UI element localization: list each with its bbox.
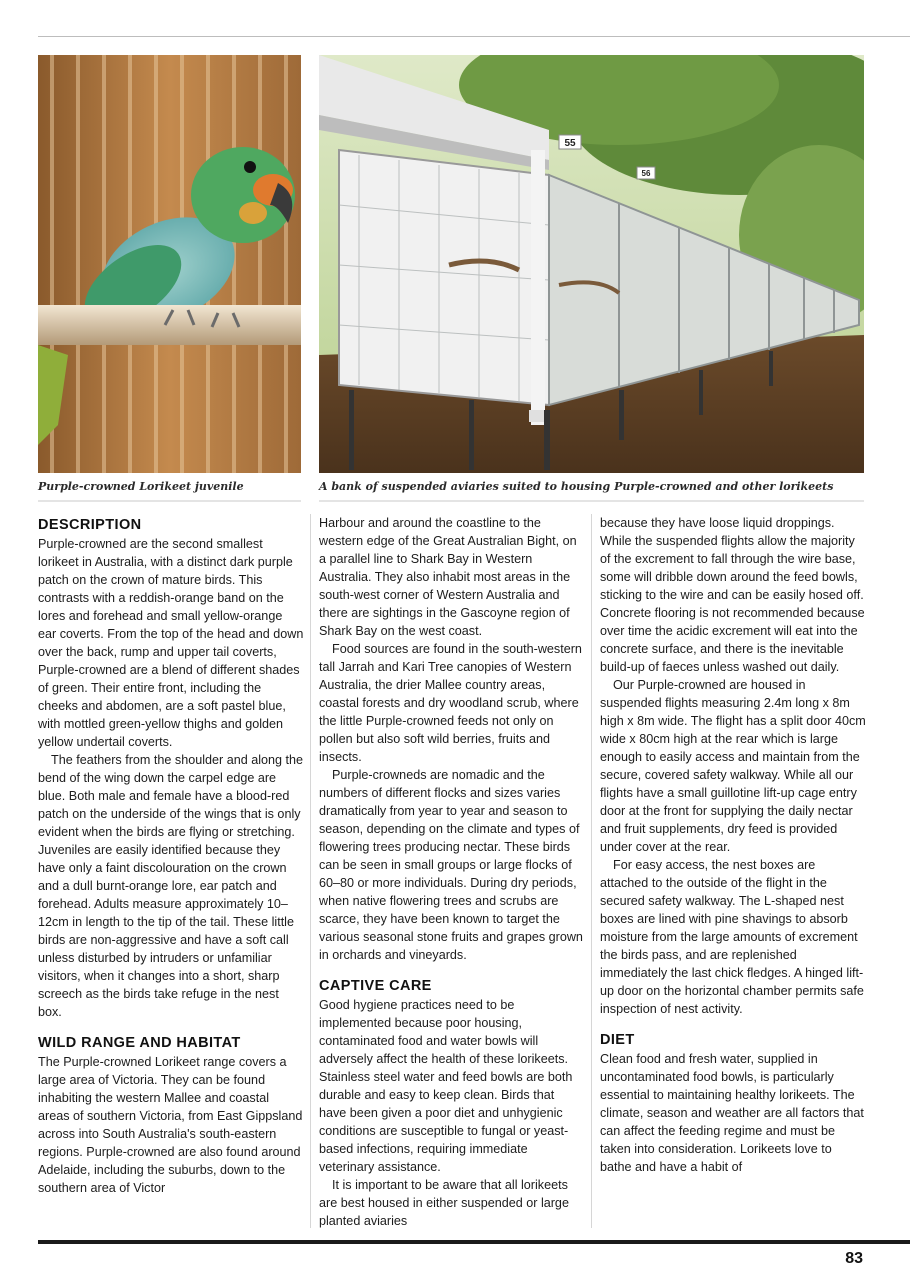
captive-care-paragraph-2-start: It is important to be aware that all lorikeets are best housed in either suspended or large planted aviaries bbox=[319, 1178, 569, 1228]
column-divider-1 bbox=[310, 514, 311, 1228]
bottom-rule bbox=[38, 1240, 910, 1244]
wild-range-paragraph-1-continued: Harbour and around the coastline to the western edge of the Great Australian Bight, on a parallel line to Shark Bay in Western Australia. They also inhabit most areas in the south-west corner of Western Australia and there are sightings in the Gascoyne region of Shark Bay on the west coast. bbox=[319, 516, 577, 638]
heading-description: DESCRIPTION bbox=[38, 517, 142, 533]
heading-diet: DIET bbox=[600, 1032, 635, 1048]
text-column-2 bbox=[319, 514, 585, 1230]
captive-care-paragraph-1: Good hygiene practices need to be implemented because poor housing, contaminated food and water bowls will adversely affect the health of these lorikeets. Stainless steel water and feed bowls are both durable and easy to keep clean. Birds that have been given a poor diet and unhygienic conditions are susceptible to fungal or yeast-based infections, requiring immediate veterinary assistance. bbox=[319, 998, 573, 1174]
aviary-photo bbox=[319, 55, 864, 473]
wild-range-paragraph-3: Purple-crowneds are nomadic and the numbers of different flocks and sizes varies dramatically from year to year and season to season, depending on the climate and types of flowering trees producing nectar. These birds can be seen in small groups or large flocks of 60–80 or more individuals. During dry periods, when native flowering trees and scrubs are scarce, they have been known to target the various seasonal stone fruits and grapes grown in orchards and vineyards. bbox=[319, 768, 583, 962]
text-column-1 bbox=[38, 514, 304, 1197]
heading-captive-care: CAPTIVE CARE bbox=[319, 978, 432, 994]
caption-rule-bird bbox=[38, 500, 301, 502]
wild-range-paragraph-2: Food sources are found in the south-western tall Jarrah and Kari Tree canopies of Western Australia, the drier Mallee country areas, coastal forests and dry woodland scrub, where the little Purple-crowned feeds not only on pollen but also soft wild berries, fruits and insects. bbox=[319, 642, 582, 764]
heading-wild-range: WILD RANGE AND HABITAT bbox=[38, 1035, 241, 1051]
captive-care-paragraph-3: Our Purple-crowned are housed in suspended flights measuring 2.4m long x 8m high x 8m wide. The flight has a split door 40cm wide x 80cm high at the rear which is large enough to easily access and maintain from the secure, covered safety walkway. While all our flights have a small guillotine lift-up cage entry door at the front for supplying the daily nectar and fruit supplements, dry feed is provided under cover at the rear. bbox=[600, 678, 866, 854]
caption-rule-aviary bbox=[319, 500, 864, 502]
diet-paragraph-1: Clean food and fresh water, supplied in uncontaminated food bowls, is particularly essential to maintaining healthy lorikeets. The climate, season and weather are all factors that can affect the feeding regime and must be taken into consideration. Lorikeets love to bathe and have a habit of bbox=[600, 1052, 864, 1174]
caption-bird-photo: Purple-crowned Lorikeet juvenile bbox=[38, 480, 244, 493]
column-divider-2 bbox=[591, 514, 592, 1228]
description-paragraph-1: Purple-crowned are the second smallest lorikeet in Australia, with a distinct dark purple patch on the crown of mature birds. This contrasts with a reddish-orange band on the lores and forehead and small yellow-orange ear coverts. From the top of the head and down over the back, rump and upper tail coverts, Purple-crowned are a blend of different shades of green. Their entire front, including the cheeks and abdomen, are a soft pastel blue, with mottled green-yellow thighs and golden yellow undertail coverts. bbox=[38, 537, 304, 749]
bird-photo bbox=[38, 55, 301, 473]
wild-range-paragraph-1: The Purple-crowned Lorikeet range covers a large area of Victoria. They can be found inhabiting the western Mallee and coastal areas of southern Victoria, from East Gippsland across into South Australia's south-eastern regions. Purple-crowned are also found around Adelaide, including the suburbs, down to the southern area of Victor bbox=[38, 1055, 303, 1195]
text-column-3 bbox=[600, 514, 866, 1176]
captive-care-paragraph-2: because they have loose liquid droppings. While the suspended flights allow the majority of the excrement to fall through the wire base, some will dribble down around the feed bowls, sticking to the wire and can be easily hosed off. Concrete flooring is not recommended because over time the acidic excrement will eat into the concrete surface, and there is the inevitable build-up of faeces unless washed out daily. bbox=[600, 516, 865, 674]
top-rule bbox=[38, 36, 910, 37]
cage-number-56: 56 bbox=[641, 169, 651, 178]
cage-number-55: 55 bbox=[564, 138, 576, 149]
captive-care-paragraph-4: For easy access, the nest boxes are attached to the outside of the flight in the secured safety walkway. The L-shaped nest boxes are lined with pine shavings to absorb moisture from the large amounts of excrement the birds pass, and are replenished immediately the last chick fledges. A hinged lift-up door on the horizontal chamber permits safe inspection of nest activity. bbox=[600, 858, 864, 1016]
page-number: 83 bbox=[845, 1250, 863, 1267]
description-paragraph-2: The feathers from the shoulder and along the bend of the wing down the carpel edge are blue. Both male and female have a blood-red patch on the underside of the wings that is only evident when the birds are flying or stretching. Juveniles are easily identified because they have only a faint discolouration on the crown and a dull burnt-orange lore, ear patch and forehead. Adults measure approximately 10–12cm in length to the tip of the tail. These little birds are non-aggressive and have a soft call unless disturbed by intruders or unfamiliar visitors, when it changes into a short, sharp screech as the birds take refuge in the nest box. bbox=[38, 753, 304, 1019]
caption-aviary-photo: A bank of suspended aviaries suited to housing Purple-crowned and other lorikeets bbox=[319, 480, 834, 493]
